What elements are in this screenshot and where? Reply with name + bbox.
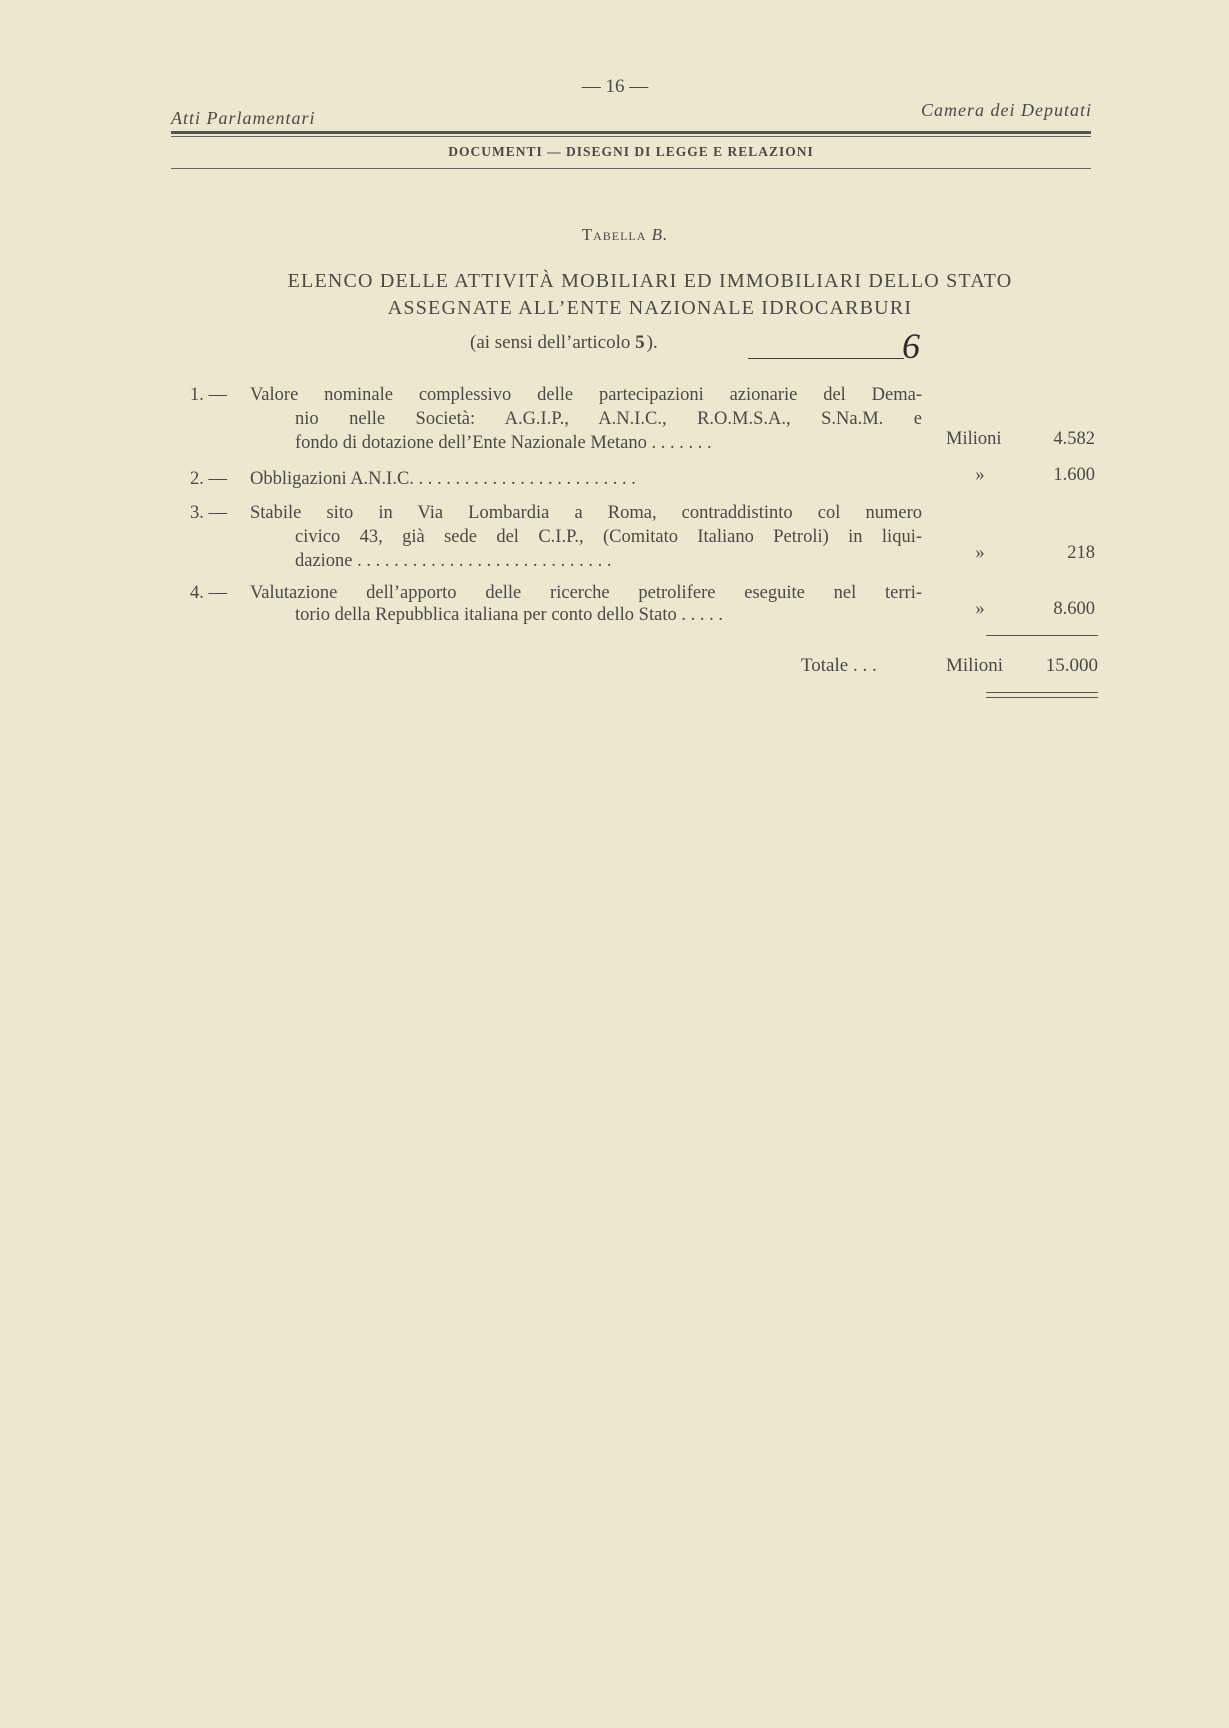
item-text-line: Valutazione dell’apporto delle ricerche petrolifere eseguite nel terri- — [250, 583, 922, 603]
item-text-line: civico 43, già sede del C.I.P., (Comitato Italiano Petroli) in liqui- — [295, 527, 922, 547]
header-rule-thick — [171, 131, 1091, 134]
item-amount: 1.600 — [1053, 465, 1095, 485]
total-unit: Milioni — [946, 655, 1004, 676]
table-label-prefix: Tabella — [581, 225, 647, 244]
item-unit: » — [975, 465, 985, 485]
item-text-line: torio della Repubblica italiana per conto dello Stato . . . . . — [295, 605, 723, 625]
item-number: 4. — — [190, 583, 227, 603]
item-number: 1. — — [190, 385, 227, 405]
page-number: — 16 — — [581, 76, 649, 97]
item-unit: Milioni — [946, 429, 1002, 449]
item-text-line: dazione . . . . . . . . . . . . . . . . . . . . . . . . . . . . — [295, 551, 612, 571]
table-label — [500, 225, 750, 245]
table-title-line-2: ASSEGNATE ALL’ENTE NAZIONALE IDROCARBURI — [387, 297, 913, 319]
section-subheader: DOCUMENTI — DISEGNI DI LEGGE E RELAZIONI — [448, 144, 814, 159]
item-text-line: Valore nominale complessivo delle partecipazioni azionarie del Dema- — [250, 385, 922, 405]
item-text-line: Stabile sito in Via Lombardia a Roma, contraddistinto col numero — [250, 503, 922, 523]
header-left-title: Atti Parlamentari — [171, 108, 316, 128]
table-title-line-3 — [470, 332, 658, 354]
table-label-letter: B. — [651, 225, 669, 244]
item-number: 3. — — [190, 503, 227, 523]
total-double-rule-bottom — [986, 697, 1098, 698]
article-reference-number: 5 — [635, 332, 645, 353]
article-reference-suffix: ). — [646, 332, 658, 353]
item-amount: 218 — [1067, 543, 1095, 563]
item-text-line: Obbligazioni A.N.I.C. . . . . . . . . . . . . . . . . . . . . . . . . — [250, 469, 636, 489]
item-unit: » — [975, 599, 985, 619]
header-rule-thin — [171, 136, 1091, 137]
item-number: 2. — — [190, 469, 227, 489]
total-amount: 15.000 — [1045, 655, 1098, 676]
item-amount: 8.600 — [1053, 599, 1095, 619]
header-right-title: Camera dei Deputati — [921, 100, 1092, 120]
total-label: Totale . . . — [801, 655, 877, 676]
subheader-rule — [171, 168, 1091, 169]
handwritten-annotation: 6 — [902, 326, 920, 366]
article-reference-prefix: (ai sensi dell’articolo — [470, 332, 631, 353]
item-amount: 4.582 — [1053, 429, 1095, 449]
handwritten-underline — [748, 358, 904, 359]
total-double-rule-top — [986, 692, 1098, 693]
table-title-line-1: ELENCO DELLE ATTIVITÀ MOBILIARI ED IMMOBILIARI DELLO STATO — [287, 270, 1013, 292]
item-text-line: nio nelle Società: A.G.I.P., A.N.I.C., R.O.M.S.A., S.Na.M. e — [295, 409, 922, 429]
item-unit: » — [975, 543, 985, 563]
item-text-line: fondo di dotazione dell’Ente Nazionale Metano . . . . . . . — [295, 433, 712, 453]
sum-rule — [986, 635, 1098, 636]
